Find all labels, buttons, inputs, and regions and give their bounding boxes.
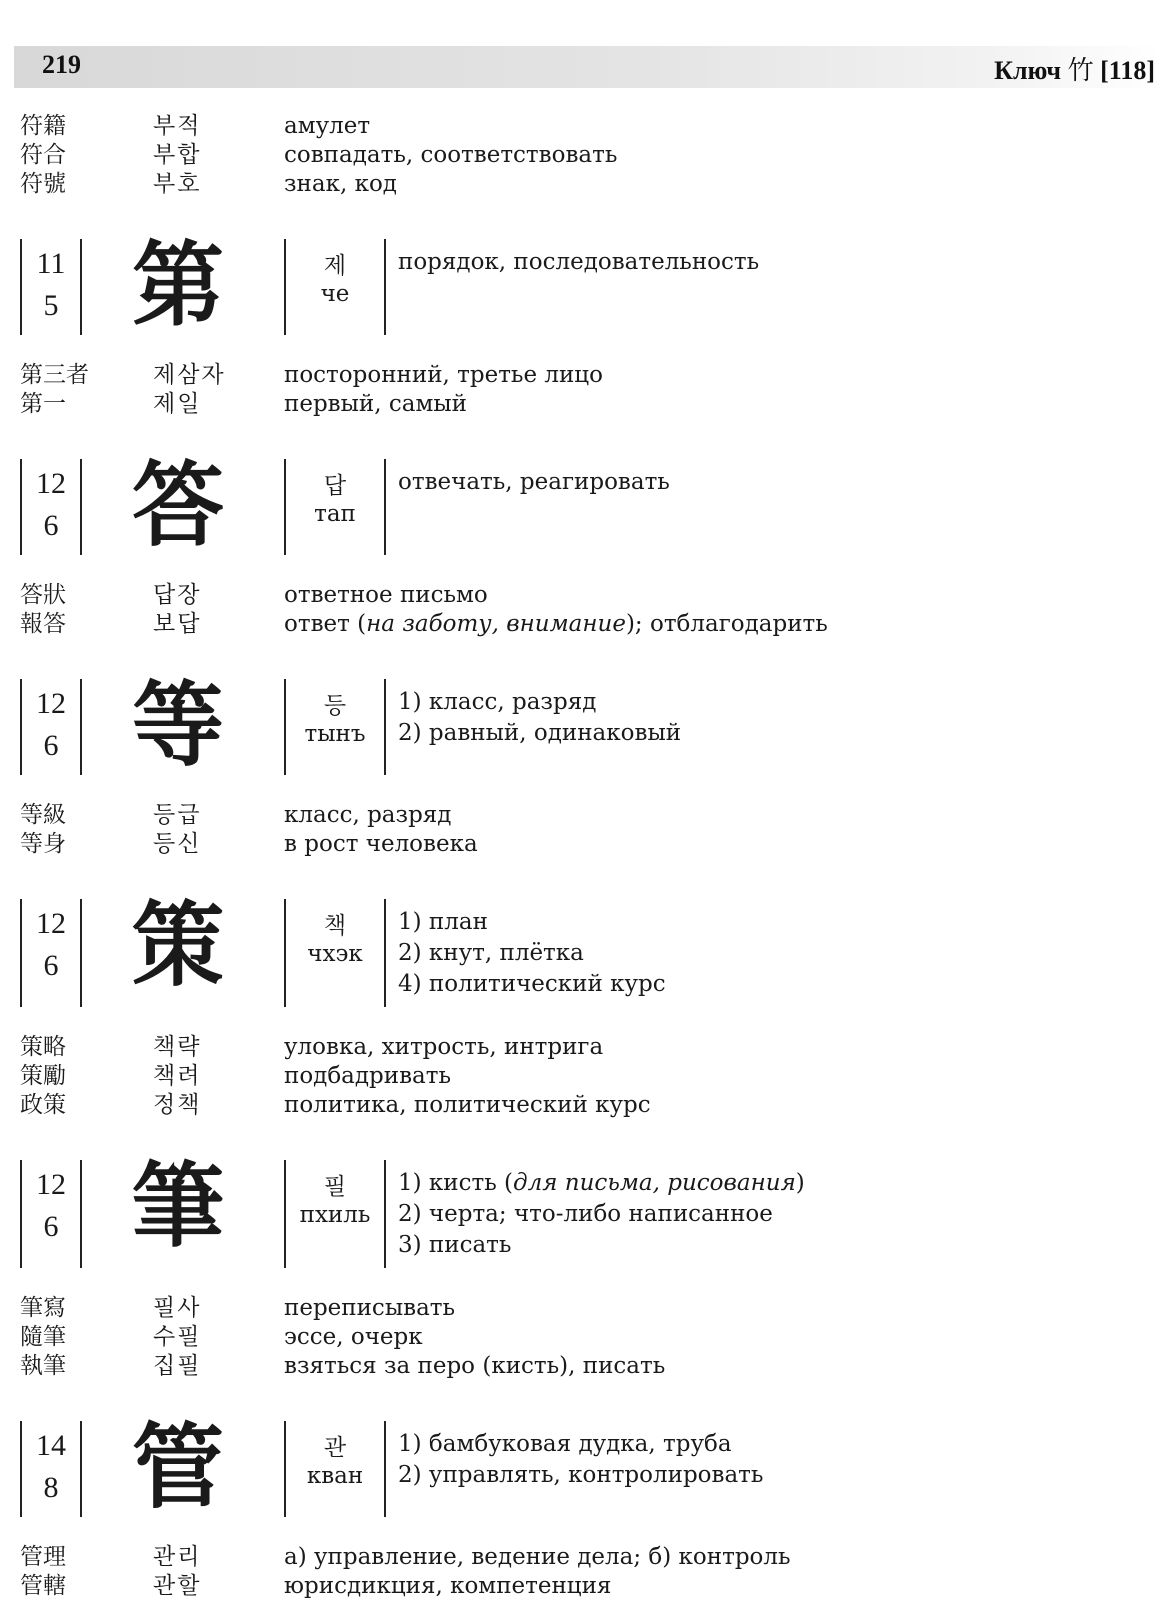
reading-korean: 관 (323, 1435, 347, 1461)
headword-character: 等 (132, 671, 225, 779)
reading-russian: пхиль (299, 1202, 371, 1228)
meaning-line: порядок, последовательность (398, 249, 760, 275)
header-radical-number: [118] (1100, 56, 1155, 85)
stroke-count: 12 (36, 907, 66, 940)
reading-russian: тап (314, 501, 356, 527)
meanings (398, 687, 681, 749)
compound-meaning: посторонний, третье лицо (284, 362, 603, 388)
compound-hangul: 집필 (153, 1353, 202, 1379)
compound-hangul: 부합 (153, 142, 202, 168)
extra-strokes: 6 (43, 509, 59, 542)
compound-hangul: 등급 (153, 802, 202, 828)
extra-strokes: 5 (43, 289, 59, 322)
stroke-count: 14 (36, 1429, 66, 1462)
extra-strokes: 6 (43, 949, 59, 982)
meaning-line: 1) план (398, 909, 488, 935)
stroke-count-box (20, 459, 82, 555)
reading-box (284, 1421, 386, 1517)
meanings (398, 1168, 805, 1261)
compound-hangul: 보답 (153, 611, 202, 637)
meanings (398, 907, 666, 1000)
stroke-count-box (20, 1421, 82, 1517)
header-title-prefix: Ключ (994, 56, 1062, 85)
meaning-line (398, 1168, 805, 1199)
compound-hanja: 策略 (20, 1034, 66, 1060)
compound-hangul: 책략 (153, 1034, 202, 1060)
compound-meaning: первый, самый (284, 391, 467, 417)
character-entry (20, 451, 1150, 559)
reading-russian: тынъ (304, 721, 366, 747)
compound-hanja: 答狀 (20, 582, 66, 608)
headword-character: 管 (132, 1413, 225, 1521)
stroke-count: 12 (36, 687, 66, 720)
compound-hangul: 관리 (153, 1544, 202, 1570)
compound-hanja: 報答 (20, 611, 66, 637)
reading-korean: 필 (323, 1174, 347, 1200)
compound-hanja: 執筆 (20, 1353, 66, 1379)
reading-box (284, 679, 386, 775)
compound-meaning: юрисдикция, компетенция (284, 1573, 612, 1599)
compound-list (20, 1294, 1150, 1381)
meaning-line: 2) кнут, плётка (398, 940, 584, 966)
extra-strokes: 8 (43, 1471, 59, 1504)
meaning-italic: для письма, рисования (513, 1170, 796, 1196)
meaning-line: 2) равный, одинаковый (398, 720, 682, 746)
header-radical: 竹 (1067, 56, 1094, 86)
meaning-line: 3) писать (398, 1232, 512, 1258)
character-entry (20, 231, 1150, 339)
stroke-count-box (20, 239, 82, 335)
character-entry (20, 1152, 1150, 1268)
compound-meaning: в рост человека (284, 831, 478, 857)
meaning-text: ответ ( (284, 611, 367, 637)
compound-meaning: знак, код (284, 171, 397, 197)
meaning-text: 1) кисть ( (398, 1170, 514, 1196)
meaning-line: 2) черта; что-либо написанное (398, 1201, 773, 1227)
compound-hanja: 第三者 (20, 362, 89, 388)
compound-list (20, 1033, 1150, 1120)
compound-meaning: ответное письмо (284, 582, 488, 608)
reading-russian: кван (306, 1463, 364, 1489)
meaning-line: 1) бамбуковая дудка, труба (398, 1431, 732, 1457)
compound-meaning: амулет (284, 113, 371, 139)
page-number: 219 (42, 50, 81, 79)
compound-hangul: 부호 (153, 171, 202, 197)
compound-list (20, 1543, 1150, 1601)
compound-meaning: уловка, хитрость, интрига (284, 1034, 604, 1060)
compound-hanja: 隨筆 (20, 1324, 66, 1350)
reading-russian: чхэк (307, 941, 363, 967)
compound-meaning: взяться за перо (кисть), писать (284, 1353, 666, 1379)
compound-hangul: 필사 (153, 1295, 202, 1321)
compound-hanja: 等級 (20, 802, 66, 828)
header-title (994, 50, 1155, 87)
meaning-text: ); отблагодарить (625, 611, 828, 637)
meaning-line: 2) управлять, контролировать (398, 1462, 764, 1488)
character-entry (20, 671, 1150, 779)
compound-hangul: 제일 (153, 391, 202, 417)
compound-hanja: 符合 (20, 142, 66, 168)
stroke-count-box (20, 899, 82, 1007)
stroke-count-box (20, 679, 82, 775)
reading-box (284, 899, 386, 1007)
stroke-count-box (20, 1160, 82, 1268)
reading-korean: 등 (323, 693, 347, 719)
reading-korean: 답 (323, 473, 347, 499)
character-entry (20, 1413, 1150, 1521)
headword-character: 答 (132, 451, 225, 559)
compound-hanja: 第一 (20, 391, 66, 417)
stroke-count: 12 (36, 1168, 66, 1201)
compound-hanja: 策勵 (20, 1063, 66, 1089)
compound-hanja: 等身 (20, 831, 66, 857)
compound-meaning: переписывать (284, 1295, 456, 1321)
reading-box (284, 459, 386, 555)
stroke-count: 12 (36, 467, 66, 500)
compound-hanja: 符號 (20, 171, 66, 197)
meanings (398, 247, 759, 278)
compound-list (20, 801, 1150, 859)
compound-hangul: 제삼자 (153, 362, 226, 388)
compound-hangul: 등신 (153, 831, 202, 857)
compound-list (20, 361, 1150, 419)
compound-meaning: политика, политический курс (284, 1092, 651, 1118)
meanings (398, 1429, 763, 1491)
compound-meaning: класс, разряд (284, 802, 452, 828)
compound-hangul: 책려 (153, 1063, 202, 1089)
compound-hangul: 수필 (153, 1324, 202, 1350)
compound-hangul: 답장 (153, 582, 202, 608)
compound-meaning: а) управление, ведение дела; б) контроль (284, 1544, 791, 1570)
meaning-line: 1) класс, разряд (398, 689, 597, 715)
extra-strokes: 6 (43, 1210, 59, 1243)
compound-list (20, 581, 1150, 639)
compound-hanja: 管轄 (20, 1573, 66, 1599)
reading-russian: че (320, 281, 350, 307)
compound-hanja: 政策 (20, 1092, 66, 1118)
character-entry (20, 891, 1150, 1007)
meaning-line: отвечать, реагировать (398, 469, 670, 495)
compound-meaning: совпадать, соответствовать (284, 142, 618, 168)
extra-strokes: 6 (43, 729, 59, 762)
compound-meaning: эссе, очерк (284, 1324, 423, 1350)
compound-hanja: 符籍 (20, 113, 66, 139)
compound-meaning: подбадривать (284, 1063, 452, 1089)
reading-korean: 책 (323, 913, 347, 939)
compound-hanja: 筆寫 (20, 1295, 66, 1321)
reading-box (284, 239, 386, 335)
compound-hanja: 管理 (20, 1544, 66, 1570)
meaning-line: 4) политический курс (398, 971, 666, 997)
meaning-italic: на заботу, внимание (366, 611, 626, 637)
meanings (398, 467, 670, 498)
compound-hangul: 정책 (153, 1092, 202, 1118)
reading-box (284, 1160, 386, 1268)
headword-character: 筆 (132, 1152, 225, 1260)
header-band (14, 46, 1161, 88)
dictionary-content (20, 112, 1150, 1601)
compound-list (20, 112, 1150, 199)
compound-hangul: 관할 (153, 1573, 202, 1599)
headword-character: 第 (132, 231, 225, 339)
meaning-text: ) (795, 1170, 805, 1196)
headword-character: 策 (132, 891, 225, 999)
reading-korean: 제 (323, 253, 347, 279)
stroke-count: 11 (36, 247, 66, 280)
compound-hangul: 부적 (153, 113, 202, 139)
compound-meaning (284, 610, 1150, 639)
